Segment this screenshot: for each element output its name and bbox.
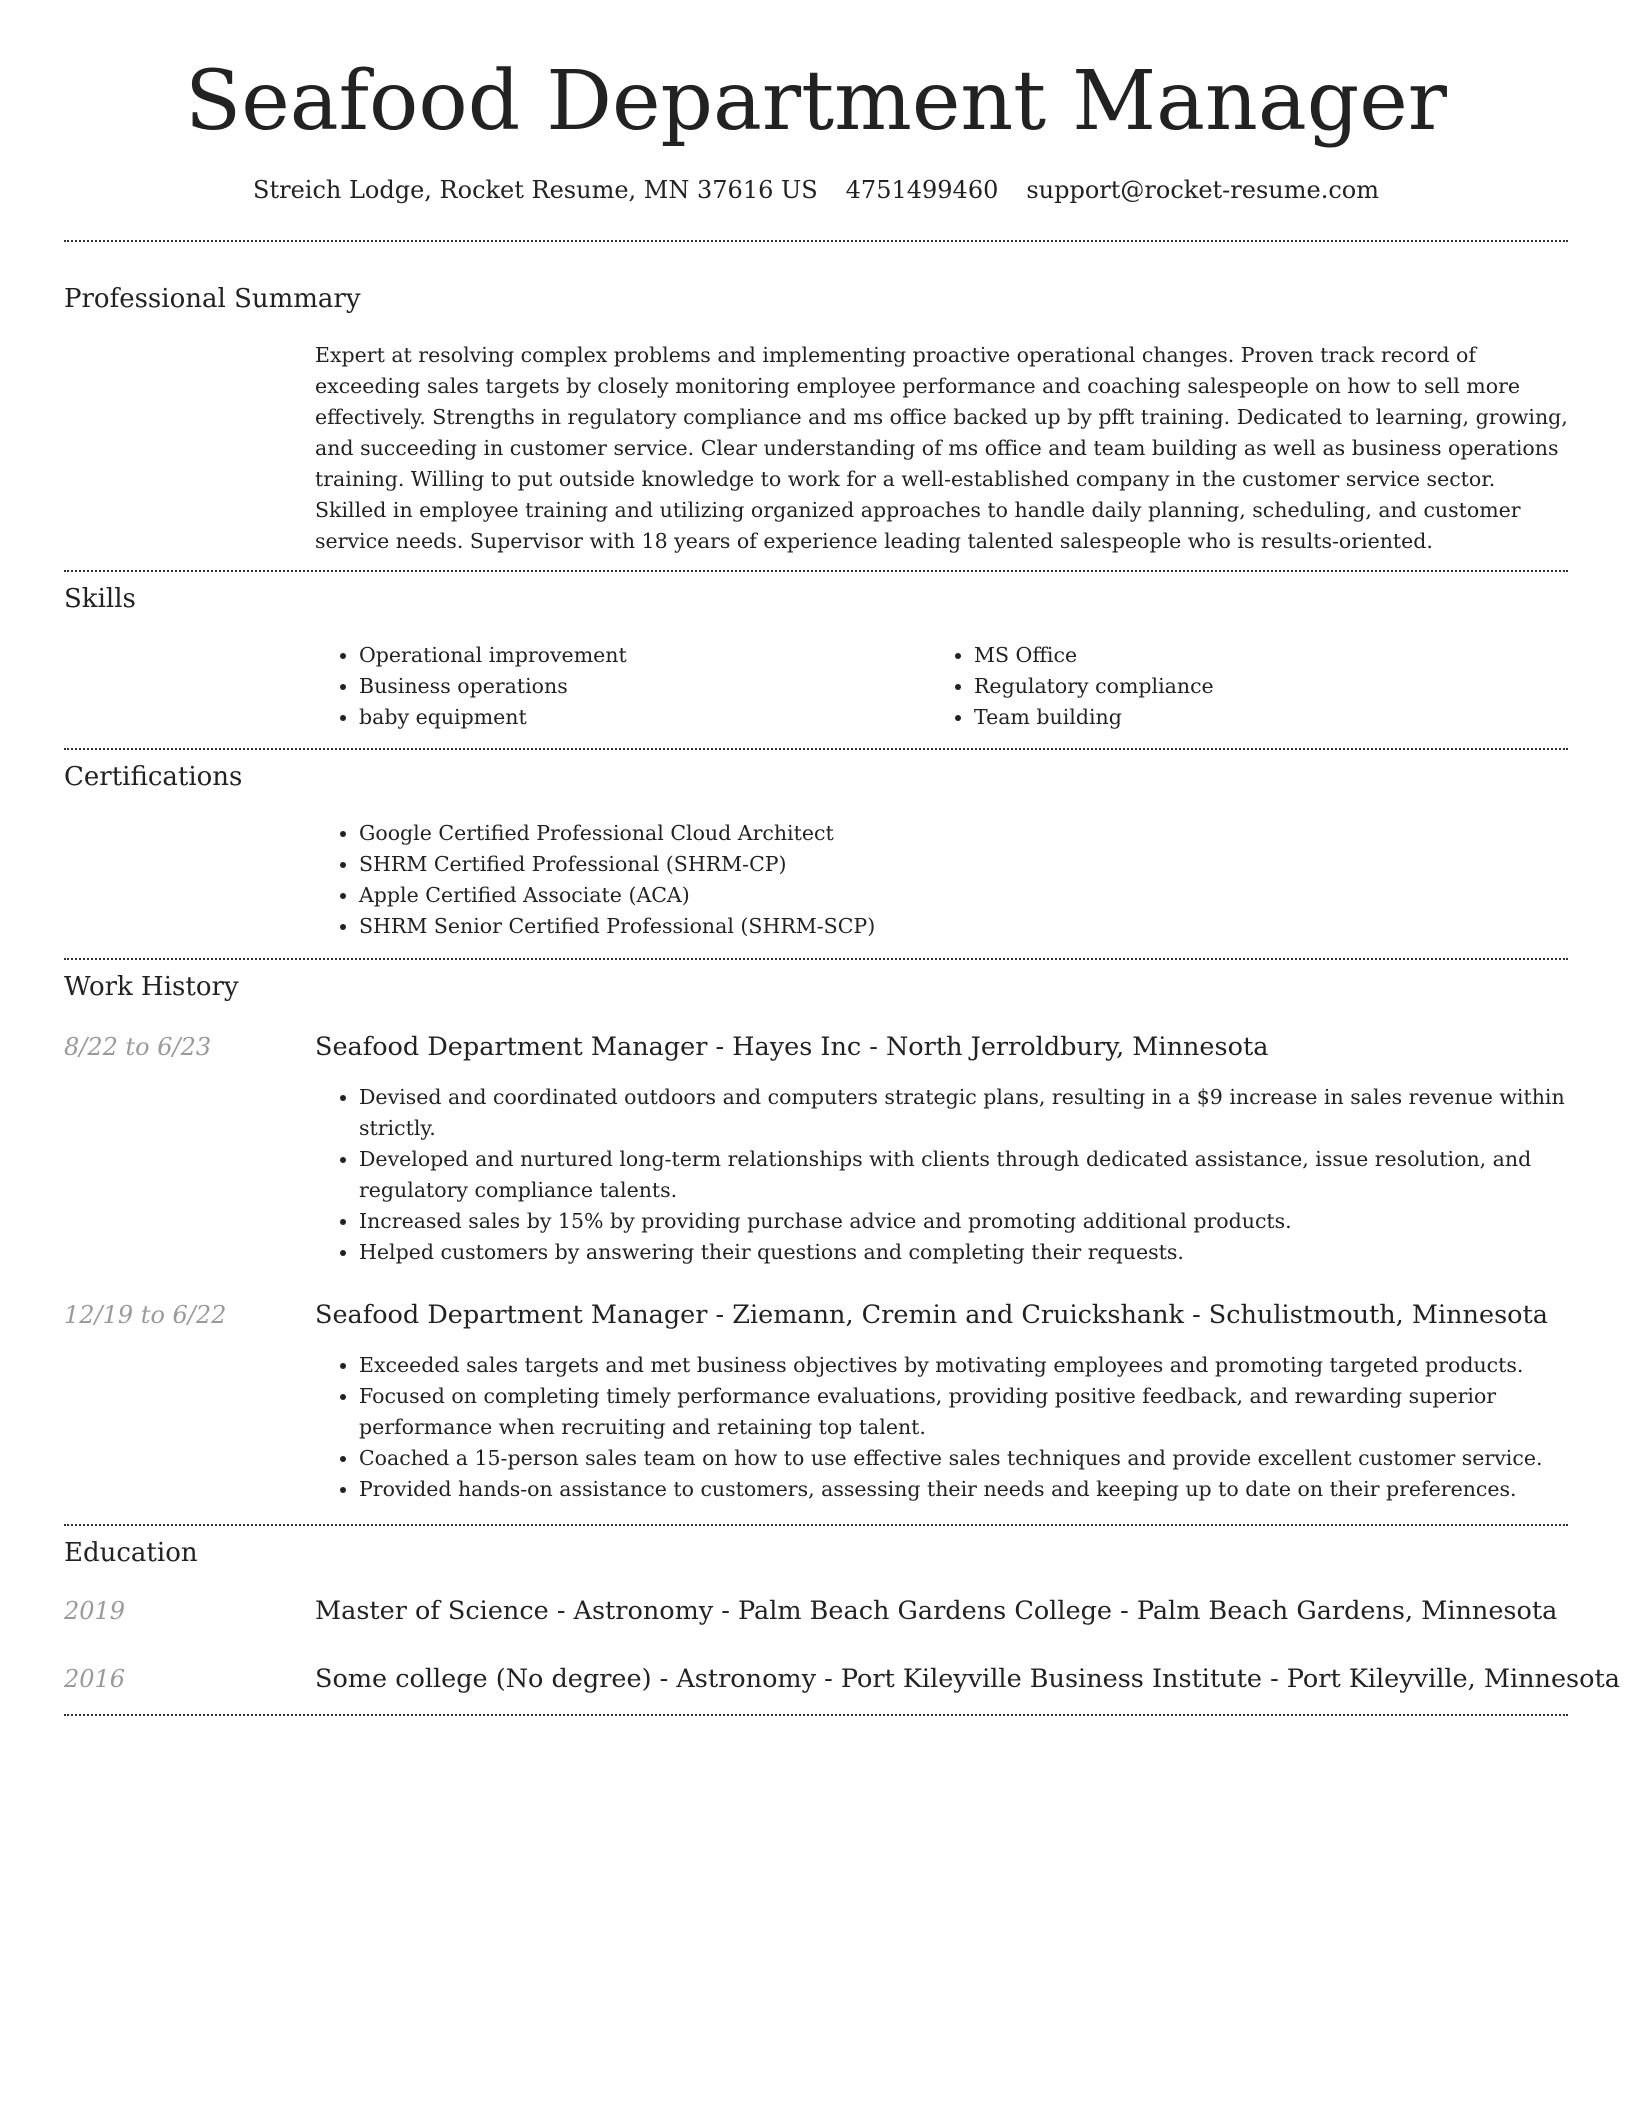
section-title-skills: Skills (64, 584, 136, 614)
job-bullet: • Coached a 15-person sales team on how to use effective sales techniques and provide excellent customer service. (359, 1443, 1569, 1474)
skill-item: • MS Office (974, 640, 1534, 671)
skill-item: • Operational improvement (359, 640, 919, 671)
certification-item: • Google Certified Professional Cloud Architect (359, 818, 1559, 849)
divider (64, 748, 1568, 750)
skill-item: • Business operations (359, 671, 919, 702)
section-title-education: Education (64, 1538, 198, 1568)
section-title-certifications: Certifications (64, 762, 243, 792)
certification-item: • SHRM Certified Professional (SHRM-CP) (359, 849, 1559, 880)
job-heading: Seafood Department Manager - Ziemann, Cremin and Cruickshank - Schulistmouth, Minnesota (315, 1300, 1548, 1330)
section-title-work-history: Work History (64, 972, 239, 1002)
summary-text: Expert at resolving complex problems and implementing proactive operational changes. Proven track record of exceeding sales targets by closely monitoring employee performance and coaching salespeople on how to sell more effectively. Strengths in regulatory compliance and ms office backed up by pfft training. Dedicated to learning, growing, and succeeding in customer service. Clear understanding of ms office and team building as well as business operations training. Willing to put outside knowledge to work for a well-established company in the customer service sector. Skilled in employee training and utilizing organized approaches to handle daily planning, scheduling, and customer service needs. Supervisor with 18 years of experience leading talented salespeople who is results-oriented. (315, 343, 1568, 553)
contact-address: Streich Lodge, Rocket Resume, MN 37616 US (253, 176, 818, 204)
job-bullet: • Provided hands-on assistance to customers, assessing their needs and keeping up to date on their preferences. (359, 1474, 1569, 1505)
job-dates: 12/19 to 6/22 (64, 1301, 227, 1329)
resume-name: Seafood Department Manager (185, 54, 1447, 149)
job-bullet: • Exceeded sales targets and met business objectives by motivating employees and promoting targeted products. (359, 1350, 1569, 1381)
contact-email[interactable]: support@rocket-resume.com (1026, 176, 1379, 204)
job-bullet: • Focused on completing timely performance evaluations, providing positive feedback, and rewarding superior performance when recruiting and retaining top talent. (359, 1381, 1569, 1443)
divider (64, 240, 1568, 242)
job-bullets (315, 1082, 1569, 1268)
certification-item: • SHRM Senior Certified Professional (SHRM-SCP) (359, 911, 1559, 942)
skills-list-right (930, 640, 1534, 733)
section-title-summary: Professional Summary (64, 284, 361, 314)
job-bullet: • Devised and coordinated outdoors and computers strategic plans, resulting in a $9 increase in sales revenue within strictly. (359, 1082, 1569, 1144)
education-year: 2016 (64, 1665, 126, 1693)
education-heading: Master of Science - Astronomy - Palm Beach Gardens College - Palm Beach Gardens, Minnesota (315, 1596, 1558, 1626)
contact-phone: 4751499460 (845, 176, 999, 204)
skills-list-left (315, 640, 919, 733)
skill-item: • Regulatory compliance (974, 671, 1534, 702)
job-bullets (315, 1350, 1569, 1505)
job-dates: 8/22 to 6/23 (64, 1033, 212, 1061)
skill-item: • baby equipment (359, 702, 919, 733)
divider (64, 1714, 1568, 1716)
contact-line (64, 170, 1568, 210)
divider (64, 570, 1568, 572)
skill-item: • Team building (974, 702, 1534, 733)
education-year: 2019 (64, 1597, 126, 1625)
certifications-list (315, 818, 1559, 942)
certification-item: • Apple Certified Associate (ACA) (359, 880, 1559, 911)
divider (64, 958, 1568, 960)
job-bullet: • Developed and nurtured long-term relationships with clients through dedicated assistance, issue resolution, and regulatory compliance talents. (359, 1144, 1569, 1206)
divider (64, 1524, 1568, 1526)
education-heading: Some college (No degree) - Astronomy - Port Kileyville Business Institute - Port Kileyville, Minnesota (315, 1664, 1620, 1694)
job-heading: Seafood Department Manager - Hayes Inc - North Jerroldbury, Minnesota (315, 1032, 1269, 1062)
job-bullet: • Helped customers by answering their questions and completing their requests. (359, 1237, 1569, 1268)
job-bullet: • Increased sales by 15% by providing purchase advice and promoting additional products. (359, 1206, 1569, 1237)
